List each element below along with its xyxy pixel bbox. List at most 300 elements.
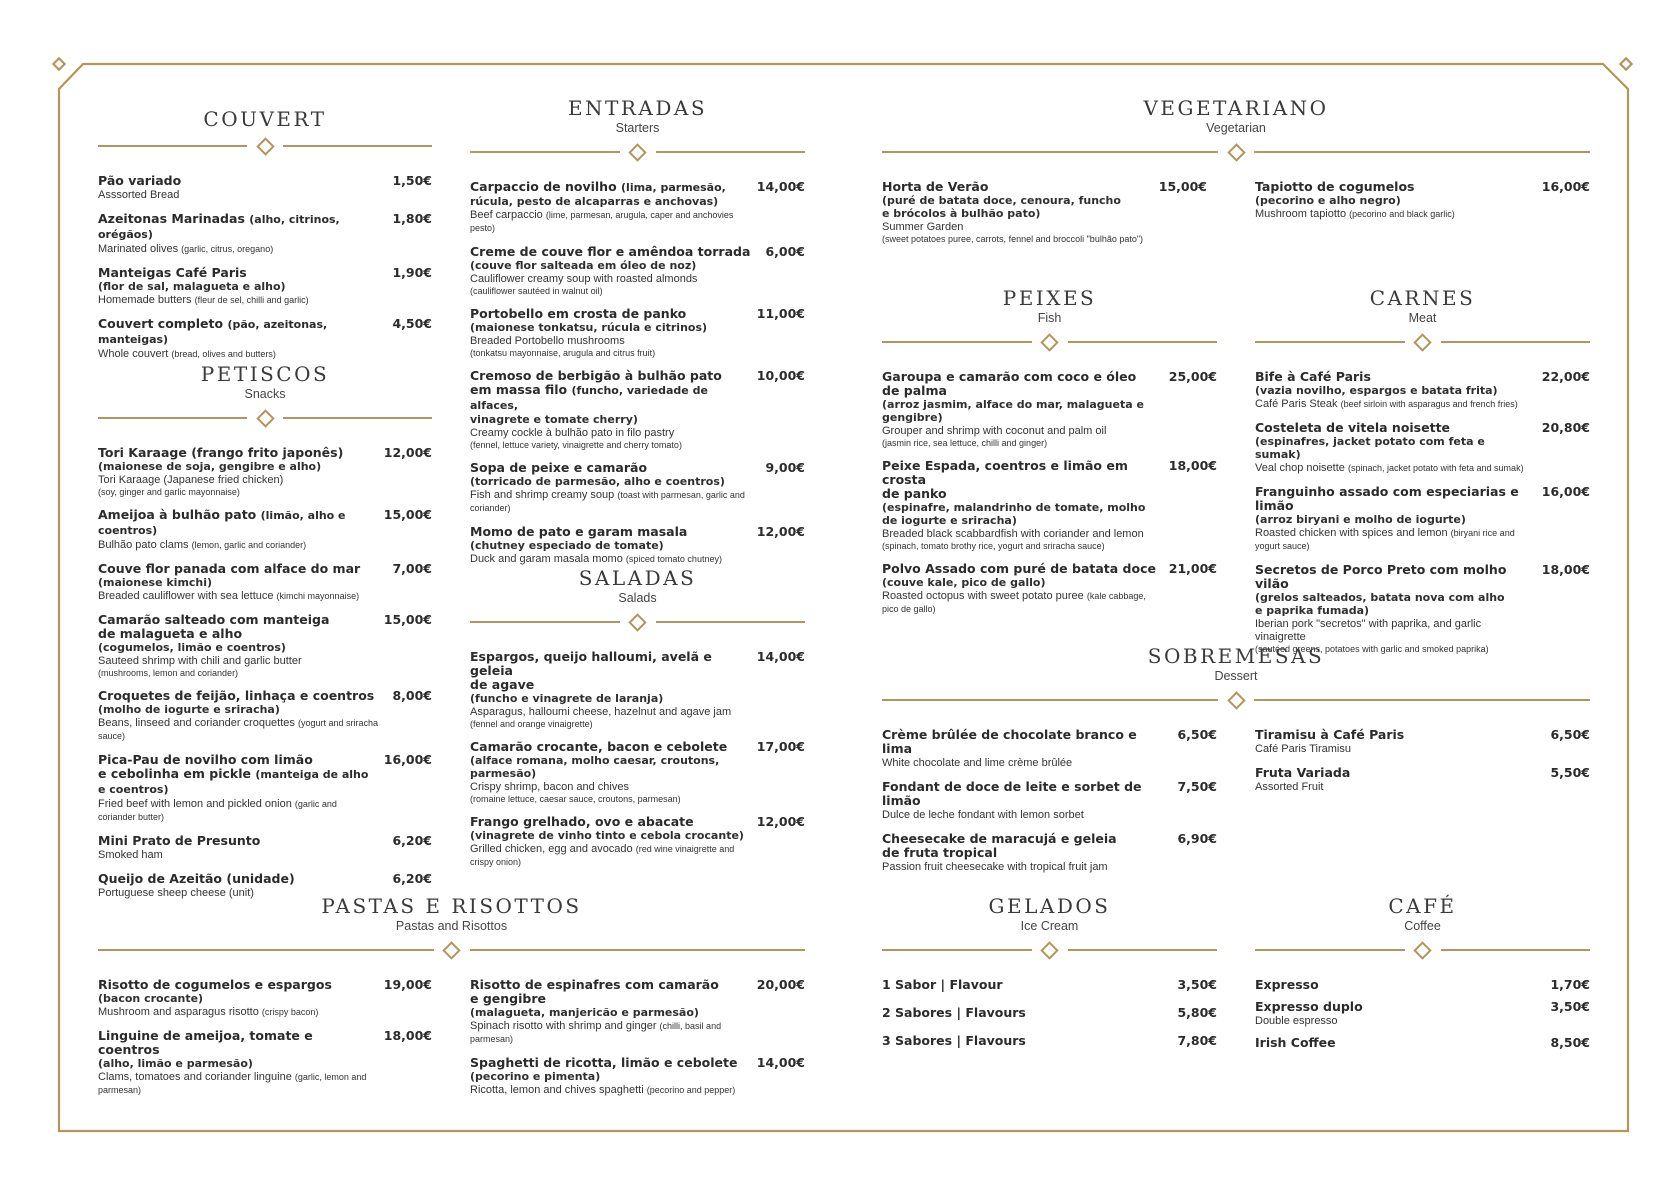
item-price: 1,90€ (392, 265, 432, 280)
item-name-text: Polvo Assado com puré de batata doce (882, 561, 1156, 576)
menu-item-text (470, 650, 757, 730)
menu-item (1255, 1000, 1590, 1028)
item-name-text: em massa filo (470, 382, 568, 397)
item-pt-description: (maionese kimchi) (98, 576, 213, 589)
menu-item (470, 525, 805, 566)
item-pt-description: (vinagrete de vinho tinto e cebola crocante) (470, 829, 744, 842)
menu-item (470, 978, 805, 1046)
item-price: 25,00€ (1168, 369, 1217, 384)
item-en-detail: (spinach, jacket potato with feta and sumak) (1347, 463, 1524, 473)
item-en-description (470, 273, 757, 286)
item-pt-description: (espinafres, jacket potato com feta e sumak) (1255, 435, 1485, 461)
item-en-text: Passion fruit cheesecake with tropical fruit jam (882, 861, 1108, 873)
item-en-text: Tori Karaage (Japanese fried chicken) (98, 474, 284, 486)
item-en-detail: (soy, ginger and garlic mayonnaise) (98, 487, 240, 497)
item-pt-description: (vazia novilho, espargos e batata frita) (1255, 384, 1498, 397)
item-price: 6,50€ (1550, 727, 1590, 742)
item-name-text: Bife à Café Paris (1255, 369, 1371, 384)
item-name-text: e cebolinha em pickle (98, 766, 251, 781)
menu-item-text (98, 834, 392, 862)
menu-item-text (882, 832, 1177, 874)
item-en-detail: (fennel and orange vinaigrette) (470, 719, 593, 729)
item-name (470, 180, 749, 195)
item-price: 8,50€ (1550, 1035, 1590, 1050)
item-list (1255, 180, 1590, 255)
item-en-description (470, 553, 749, 566)
item-en-description (470, 427, 749, 440)
item-name (882, 780, 1169, 808)
item-pt-description: e paprika fumada) (1255, 604, 1370, 617)
item-name-text: Secretos de Porco Preto com molho vilão (1255, 562, 1507, 591)
item-price: 20,00€ (756, 977, 805, 992)
item-name-desc: (lima, parmesão, (621, 181, 726, 194)
item-name-text: Tiramisu à Café Paris (1255, 727, 1405, 742)
section-subtitle: Snacks (244, 387, 286, 401)
item-en-detail: (garlic, citrus, oregano) (181, 244, 274, 254)
item-name-text: Manteigas Café Paris (98, 265, 247, 280)
menu-item (98, 689, 432, 743)
menu-item (98, 212, 432, 256)
menu-item (1255, 180, 1590, 221)
ornament-divider (470, 614, 805, 630)
item-name (882, 728, 1169, 756)
item-en-description (1255, 398, 1534, 411)
item-pt-description: (flor de sal, malagueta e alho) (98, 280, 286, 293)
item-price: 19,00€ (383, 977, 432, 992)
menu-item-text (882, 370, 1169, 449)
item-name-line2 (882, 384, 1161, 398)
item-pt-description: (espinafre, malandrinho de tomate, molho (882, 501, 1146, 514)
item-price: 6,20€ (392, 833, 432, 848)
item-en-detail: (pecorino and pepper) (646, 1085, 736, 1095)
ornament-divider (98, 942, 805, 958)
item-en-text: Cauliflower creamy soup with roasted almonds (470, 273, 698, 285)
item-en-description (1255, 208, 1534, 221)
item-price: 1,70€ (1550, 977, 1590, 992)
ornament-divider (98, 410, 432, 426)
item-price: 3,50€ (1177, 977, 1217, 992)
item-name-text: Ameijoa à bulhão pato (98, 507, 257, 522)
item-name-text: Expresso duplo (1255, 999, 1363, 1014)
item-en-text: Mushroom tapiotto (1255, 208, 1347, 220)
menu-item-text (470, 245, 765, 297)
item-name-text: 3 Sabores | Flavours (882, 1033, 1026, 1048)
menu-item-text (882, 978, 1177, 992)
item-name (98, 508, 376, 538)
item-name-text: Azeitonas Marinadas (98, 211, 245, 226)
item-pt-description: (bacon crocante) (98, 992, 204, 1005)
menu-item (470, 307, 805, 359)
item-en-description (98, 849, 384, 862)
item-name-text: Fondant de doce de leite e sorbet de limão (882, 779, 1142, 808)
section-header (1255, 894, 1590, 935)
item-en-description (98, 798, 376, 824)
item-en-detail: (fleur de sel, chilli and garlic) (194, 295, 309, 305)
menu-item (98, 266, 432, 307)
item-name-desc: (funcho, variedade de alfaces, (470, 384, 708, 412)
item-name-text: Expresso (1255, 977, 1319, 992)
item-name-text: Costeleta de vitela noisette (1255, 420, 1451, 435)
section-vegetariano (882, 96, 1590, 255)
item-en-text: Beans, linseed and coriander croquettes (98, 717, 295, 729)
section-subtitle: Meat (1408, 311, 1437, 325)
item-name (1255, 728, 1542, 742)
item-en-description (470, 209, 749, 235)
item-en-description (882, 757, 1169, 770)
section-title: CAFÉ (1388, 894, 1457, 918)
section-subtitle: Pastas and Risottos (395, 919, 508, 933)
item-name-text: Carpaccio de novilho (470, 179, 617, 194)
item-en-text: Spinach risotto with shrimp and ginger (470, 1020, 657, 1032)
item-name-text: Tori Karaage (frango frito japonês) (98, 445, 344, 460)
item-name-text: Irish Coffee (1255, 1035, 1336, 1050)
item-en-detail: (tonkatsu mayonnaise, arugula and citrus fruit) (470, 348, 656, 358)
item-en-text: Breaded cauliflower with sea lettuce (98, 590, 274, 602)
item-name-text: Sopa de peixe e camarão (470, 460, 648, 475)
menu-item-text (470, 525, 757, 566)
menu-item-text (1255, 1036, 1550, 1050)
item-en-description (98, 348, 384, 361)
item-name-text: Couve flor panada com alface do mar (98, 561, 361, 576)
menu-item-text (882, 728, 1177, 770)
menu-item-text (470, 978, 757, 1046)
item-name-desc: (alho, citrinos, orégãos) (98, 213, 340, 241)
menu-item-text (470, 1056, 757, 1097)
item-name (882, 459, 1161, 487)
menu-item-text (470, 180, 757, 235)
item-name-text: Fruta Variada (1255, 765, 1351, 780)
item-price: 18,00€ (383, 1028, 432, 1043)
section-header (98, 362, 432, 403)
item-price: 15,00€ (1158, 179, 1207, 194)
item-name (98, 753, 376, 767)
item-name-text: Croquetes de feijão, linhaça e coentros (98, 688, 375, 703)
section-couvert (98, 107, 432, 371)
item-name-text: de panko (882, 486, 947, 501)
item-pt-description: (torricado de parmesão, alho e coentros) (470, 475, 725, 488)
item-name (882, 180, 1151, 194)
ornament-divider (882, 692, 1590, 708)
menu-item-text (98, 753, 384, 824)
section-title: PEIXES (1002, 286, 1097, 310)
item-pt-description: de iogurte e sriracha) (882, 514, 1017, 527)
menu-item-text (98, 508, 384, 552)
item-name-text: Portobello em crosta de panko (470, 306, 687, 321)
menu-item-text (1255, 180, 1542, 221)
item-price: 1,50€ (392, 173, 432, 188)
item-name (470, 1056, 749, 1070)
menu-item (98, 174, 432, 202)
item-price: 3,50€ (1550, 999, 1590, 1014)
menu-item (98, 753, 432, 824)
menu-item (1255, 563, 1590, 655)
item-name-text: Franguinho assado com especiarias e limão (1255, 484, 1519, 513)
item-price: 8,00€ (392, 688, 432, 703)
item-name-line2 (470, 678, 749, 692)
item-name (882, 370, 1161, 384)
item-price: 15,00€ (383, 507, 432, 522)
section-title: SALADAS (578, 566, 697, 590)
item-price: 22,00€ (1541, 369, 1590, 384)
item-en-text: Clams, tomatoes and coriander linguine (98, 1071, 292, 1083)
item-price: 6,50€ (1177, 727, 1217, 742)
section-gelados (882, 894, 1217, 1062)
item-pt-description: (malagueta, manjericão e parmesão) (470, 1006, 699, 1019)
menu-item-text (882, 562, 1169, 616)
item-list (470, 650, 805, 869)
menu-item (470, 245, 805, 297)
item-en-description (98, 590, 384, 603)
item-list (1255, 370, 1590, 655)
item-price: 16,00€ (383, 752, 432, 767)
item-en-detail: (jasmin rice, sea lettuce, chilli and ginger) (882, 438, 1048, 448)
item-list (470, 180, 805, 566)
section-header (470, 96, 805, 137)
item-name-text: Risotto de espinafres com camarão (470, 977, 719, 992)
item-name (470, 740, 749, 754)
menu-item (98, 978, 432, 1019)
menu-item-text (1255, 766, 1550, 794)
item-en-text: Double espresso (1255, 1015, 1338, 1027)
item-name (470, 978, 749, 992)
item-en-description (98, 717, 384, 743)
item-pt-description: (alho, limão e parmesão) (98, 1057, 253, 1070)
item-price: 16,00€ (1541, 484, 1590, 499)
item-price: 7,00€ (392, 561, 432, 576)
item-name-text: Crème brûlée de chocolate branco e lima (882, 727, 1137, 756)
menu-item-text (470, 369, 757, 451)
item-name-text: Camarão crocante, bacon e cebolete (470, 739, 728, 754)
section-subtitle: Salads (618, 591, 657, 605)
item-en-text: Asssorted Bread (98, 189, 180, 201)
item-en-text: Whole couvert (98, 348, 169, 360)
section-pastas (98, 894, 805, 1107)
item-en-description (470, 335, 749, 348)
menu-item (882, 562, 1217, 616)
item-en-description (882, 809, 1169, 822)
item-name-text: Garoupa e camarão com coco e óleo (882, 369, 1137, 384)
ornament-divider (1255, 334, 1590, 350)
menu-item-text (1255, 370, 1542, 411)
menu-item (98, 508, 432, 552)
item-en-detail: (kale cabbage, pico de gallo) (882, 591, 1146, 614)
item-en-description (1255, 1015, 1542, 1028)
item-en-detail: (beef sirloin with asparagus and french fries) (1340, 399, 1518, 409)
item-list (882, 978, 1217, 1048)
item-name (1255, 978, 1542, 992)
item-name (470, 650, 749, 678)
item-name-line2 (470, 992, 749, 1006)
item-name-text: Linguine de ameijoa, tomate e coentros (98, 1028, 313, 1057)
menu-item (98, 1029, 432, 1097)
corner-ornament-left (53, 58, 64, 69)
item-name (882, 562, 1161, 576)
item-list (882, 370, 1217, 616)
item-name-text: de fruta tropical (882, 845, 998, 860)
item-pt-description: (pecorino e pimenta) (470, 1070, 601, 1083)
section-carnes (1255, 286, 1590, 665)
item-en-text: Portuguese sheep cheese (unit) (98, 887, 254, 899)
item-list (882, 728, 1217, 884)
item-en-description (470, 1084, 749, 1097)
ornament-divider (882, 942, 1217, 958)
item-name-text: Camarão salteado com manteiga (98, 612, 330, 627)
item-en-text: Crispy shrimp, bacon and chives (470, 781, 629, 793)
section-title: PASTAS E RISOTTOS (321, 894, 582, 918)
menu-item-text (98, 562, 392, 603)
section-header (1255, 286, 1590, 327)
menu-item-text (882, 1034, 1177, 1048)
item-price: 10,00€ (756, 368, 805, 383)
menu-item (882, 780, 1217, 822)
item-en-description (98, 474, 376, 487)
item-en-text: Roasted octopus with sweet potato puree (882, 590, 1084, 602)
item-pt-description: (arroz jasmim, alface do mar, malagueta e gengibre) (882, 398, 1144, 424)
item-price: 20,80€ (1541, 420, 1590, 435)
item-pt-description: (puré de batata doce, cenoura, funcho (882, 194, 1121, 207)
item-en-text: Iberian pork "secretos" with paprika, and garlic vinaigrette (1255, 618, 1482, 643)
menu-item-text (1255, 1000, 1550, 1028)
item-name-text: Pica-Pau de novilho com limão (98, 752, 313, 767)
item-en-text: Asparagus, halloumi cheese, hazelnut and agave jam (470, 706, 732, 718)
item-pt-description: (pecorino e alho negro) (1255, 194, 1401, 207)
item-en-description (98, 655, 376, 668)
menu-item (882, 370, 1217, 449)
item-name-text: Cremoso de berbigão à bulhão pato (470, 368, 722, 383)
item-price: 14,00€ (756, 1055, 805, 1070)
item-en-text: Sauteed shrimp with chili and garlic butter (98, 655, 302, 667)
item-pt-description: e brócolos à bulhão pato) (882, 207, 1041, 220)
section-peixes (882, 286, 1217, 626)
section-subtitle: Starters (615, 121, 660, 135)
item-price: 6,00€ (765, 244, 805, 259)
item-price: 12,00€ (756, 814, 805, 829)
item-list (882, 180, 1207, 255)
menu-item (882, 728, 1217, 770)
item-name-text: Tapiotto de cogumelos (1255, 179, 1415, 194)
item-en-description (882, 861, 1169, 874)
section-header (882, 644, 1590, 685)
item-name (98, 834, 384, 848)
menu-item-text (98, 689, 392, 743)
item-pt-description: (maionese de soja, gengibre e alho) (98, 460, 322, 473)
section-subtitle: Fish (1037, 311, 1062, 325)
item-pt-description: (couve kale, pico de gallo) (882, 576, 1046, 589)
item-price: 14,00€ (756, 179, 805, 194)
item-price: 1,80€ (392, 211, 432, 226)
item-en-text: Ricotta, lemon and chives spaghetti (470, 1084, 644, 1096)
item-price: 18,00€ (1168, 458, 1217, 473)
item-en-description (1255, 618, 1534, 644)
menu-item-text (98, 446, 384, 498)
item-price: 9,00€ (765, 460, 805, 475)
corner-ornament-right (1620, 58, 1631, 69)
item-name (882, 1034, 1169, 1048)
item-en-description (98, 1006, 376, 1019)
item-en-description (98, 243, 384, 256)
item-en-detail: (crispy bacon) (261, 1007, 319, 1017)
item-en-text: Mushroom and asparagus risotto (98, 1006, 259, 1018)
section-header (98, 894, 805, 935)
item-name-text: Couvert completo (98, 316, 224, 331)
item-pt-description: (arroz biryani e molho de iogurte) (1255, 513, 1466, 526)
item-pt-description: vinagrete e tomate cherry) (470, 413, 638, 426)
section-sobremesas (882, 644, 1590, 884)
section-header (98, 107, 432, 131)
menu-item (882, 1034, 1217, 1048)
menu-item-text (1255, 421, 1542, 475)
menu-item (470, 461, 805, 515)
item-name (470, 245, 757, 259)
item-pt-description: (cogumelos, limão e coentros) (98, 641, 286, 654)
item-en-text: Roasted chicken with spices and lemon (1255, 527, 1448, 539)
menu-item-text (98, 1029, 384, 1097)
menu-item (98, 562, 432, 603)
item-list (1255, 728, 1590, 884)
item-name (882, 1006, 1169, 1020)
section-subtitle: Coffee (1404, 919, 1441, 933)
item-en-detail: (toast with parmesan, garlic and coriander) (470, 490, 745, 513)
item-name-text: Cheesecake de maracujá e geleia (882, 831, 1117, 846)
item-en-text: Dulce de leche fondant with lemon sorbet (882, 809, 1084, 821)
item-en-detail: (spinach, tomato brothy rice, yogurt and sriracha sauce) (882, 541, 1105, 551)
item-en-description (470, 843, 749, 869)
item-name-line2 (882, 846, 1169, 860)
menu-item (882, 180, 1207, 245)
ornament-divider (470, 144, 805, 160)
item-name-text: de palma (882, 383, 947, 398)
item-en-text: Fried beef with lemon and pickled onion (98, 798, 292, 810)
menu-item (470, 740, 805, 805)
item-name (98, 317, 384, 347)
menu-item-text (882, 780, 1177, 822)
item-name (98, 446, 376, 460)
item-en-description (470, 489, 757, 515)
item-name-text: 2 Sabores | Flavours (882, 1005, 1026, 1020)
item-en-description (470, 1020, 749, 1046)
item-name (470, 461, 757, 475)
item-en-detail: (garlic and coriander butter) (98, 799, 337, 822)
item-price: 5,80€ (1177, 1005, 1217, 1020)
menu-item-text (98, 613, 384, 679)
item-en-detail: (mushrooms, lemon and coriander) (98, 668, 239, 678)
item-list (98, 174, 432, 361)
item-pt-description: rúcula, pesto de alcaparras e anchovas) (470, 195, 719, 208)
menu-item (98, 317, 432, 361)
item-name-text: de malagueta e alho (98, 626, 243, 641)
item-name-text: de agave (470, 677, 535, 692)
item-name-text: Peixe Espada, coentros e limão em crosta (882, 458, 1128, 487)
menu-item (470, 815, 805, 869)
item-name-desc: (manteiga de alho e coentros) (98, 768, 369, 796)
menu-item-text (1255, 563, 1542, 655)
item-en-description (98, 539, 376, 552)
item-price: 14,00€ (756, 649, 805, 664)
menu-item (98, 613, 432, 679)
item-price: 12,00€ (383, 445, 432, 460)
item-en-detail: (fennel, lettuce variety, vinaigrette and cherry tomato) (470, 440, 682, 450)
item-name (470, 307, 749, 321)
item-name (98, 613, 376, 627)
item-en-detail: (spiced tomato chutney) (625, 554, 722, 564)
item-en-text: Grouper and shrimp with coconut and palm oil (882, 425, 1107, 437)
menu-item-text (882, 459, 1169, 552)
item-name (882, 832, 1169, 846)
item-en-detail: (bread, olives and butters) (171, 349, 276, 359)
item-en-text: Breaded Portobello mushrooms (470, 335, 625, 347)
item-name (1255, 180, 1534, 194)
item-price: 18,00€ (1541, 562, 1590, 577)
